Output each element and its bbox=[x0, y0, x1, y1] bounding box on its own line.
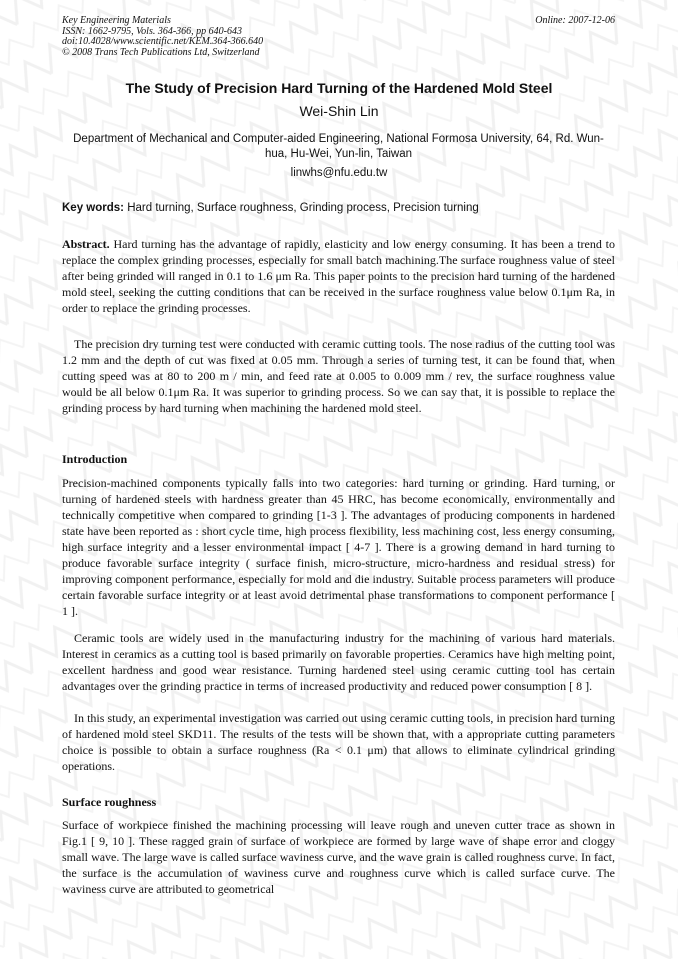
paper-title: The Study of Precision Hard Turning of the Hardened Mold Steel bbox=[125, 80, 553, 96]
online-date: Online: 2007-12-06 bbox=[535, 15, 615, 26]
abstract-section bbox=[62, 236, 615, 316]
abstract-paragraph-2: The precision dry turning test were conducted with ceramic cutting tools. The nose radius of the cutting tool was 1.2 mm and the depth of cut was fixed at 0.05 mm. Through a series of turning test, it can be found that, when cutting speed was at 80 to 200 m / min, and feed rate at 0.005 to 0.009 mm / rev, the surface roughness value would be all below 0.1μm Ra. It was superior to grinding process. So we can say that, it is possible to replace the grinding process by hard turning when machining the hardened mold steel. bbox=[62, 337, 615, 415]
copyright-line: © 2008 Trans Tech Publications Ltd, Switzerland bbox=[62, 46, 260, 58]
introduction-paragraph-1: Precision-machined components typically falls into two categories: hard turning or grinding. Hard turning, or turning of hardened steels with hardness greater than 45 HRC, has become economically, environmentally and technically competitive when compared to grinding [1-3 ]. The advantages of producing components in hardened state have been reported as : short cycle time, high process flexibility, less machining cost, less energy consuming, high surface integrity and a lesser environmental impact [ 4-7 ]. There is a growing demand in hard turning to produce favorable surface integrity ( surface finish, micro-structure, micro-hardness and residual stress) for improving component performance, especially for mold and die industry. Suitable process parameters will produce certain favorable surface integrity or at least avoid detrimental phase transformations to component performance [ 1 ]. bbox=[62, 476, 615, 618]
journal-name: Key Engineering Materials bbox=[62, 15, 171, 26]
introduction-paragraph-2: Ceramic tools are widely used in the manufacturing industry for the machining of various hard materials. Interest in ceramics as a cutting tool is based primarily on favorable properties. Ceramics have high melting point, excellent hardness and good wear resistance. Turning hardened steel using ceramic cutting tool has certain advantages over the grinding practice in terms of increased productivity and reduced power consumption [ 8 ]. bbox=[62, 631, 615, 693]
keywords-line bbox=[62, 202, 615, 214]
abstract-text-1: Hard turning has the advantage of rapidly, elasticity and low energy consuming. It has been a trend to replace the complex grinding processes, especially for small batch machining.The surface roughness value of steel after being grinded will ranged in 0.1 to 1.6 μm Ra. This paper points to the precision hard turning of the hardened mold steel, seeking the cutting conditions that can be received in the surface roughness value below 0.1μm Ra, in order to replace the grinding processes. bbox=[62, 237, 615, 315]
journal-header bbox=[62, 16, 615, 58]
doi-line[interactable]: doi:10.4028/www.scientific.net/KEM.364-366.640 bbox=[62, 36, 264, 47]
abstract-label: Abstract. bbox=[62, 237, 110, 251]
surface-roughness-heading: Surface roughness bbox=[62, 795, 157, 809]
introduction-heading: Introduction bbox=[62, 452, 128, 466]
introduction-paragraph-3: In this study, an experimental investigation was carried out using ceramic cutting tools, in precision hard turning of hardened mold steel SKD11. The results of the tests will be shown that, with a appropriate cutting parameters choice is possible to obtain a surface roughness (Ra < 0.1 μm) that allows to eliminate cylindrical grinding operations. bbox=[62, 711, 615, 773]
author-affiliation: Department of Mechanical and Computer-aided Engineering, National Formosa University, 64, Rd. Wun-hua, Hu-Wei, Yun-lin, Taiwan bbox=[73, 133, 604, 160]
surface-roughness-paragraph-1: Surface of workpiece finished the machining processing will leave rough and uneven cutter trace as shown in Fig.1 [ 9, 10 ]. These ragged grain of surface of workpiece are formed by large wave of shape error and cloggy small wave. The large wave is called surface waviness curve, and the wave grain is called roughness curve. In fact, the surface is the accumulation of waviness curve and roughness curve which is called surface curve. The waviness curve are attributed to geometrical bbox=[62, 818, 615, 896]
keywords-text: Hard turning, Surface roughness, Grinding process, Precision turning bbox=[127, 202, 479, 214]
issn-line: ISSN: 1662-9795, Vols. 364-366, pp 640-643 bbox=[62, 25, 242, 37]
keywords-label: Key words: bbox=[62, 202, 124, 214]
abstract-paragraph-1 bbox=[62, 236, 615, 316]
author-name: Wei-Shin Lin bbox=[299, 103, 379, 119]
author-email[interactable]: linwhs@nfu.edu.tw bbox=[290, 167, 388, 179]
